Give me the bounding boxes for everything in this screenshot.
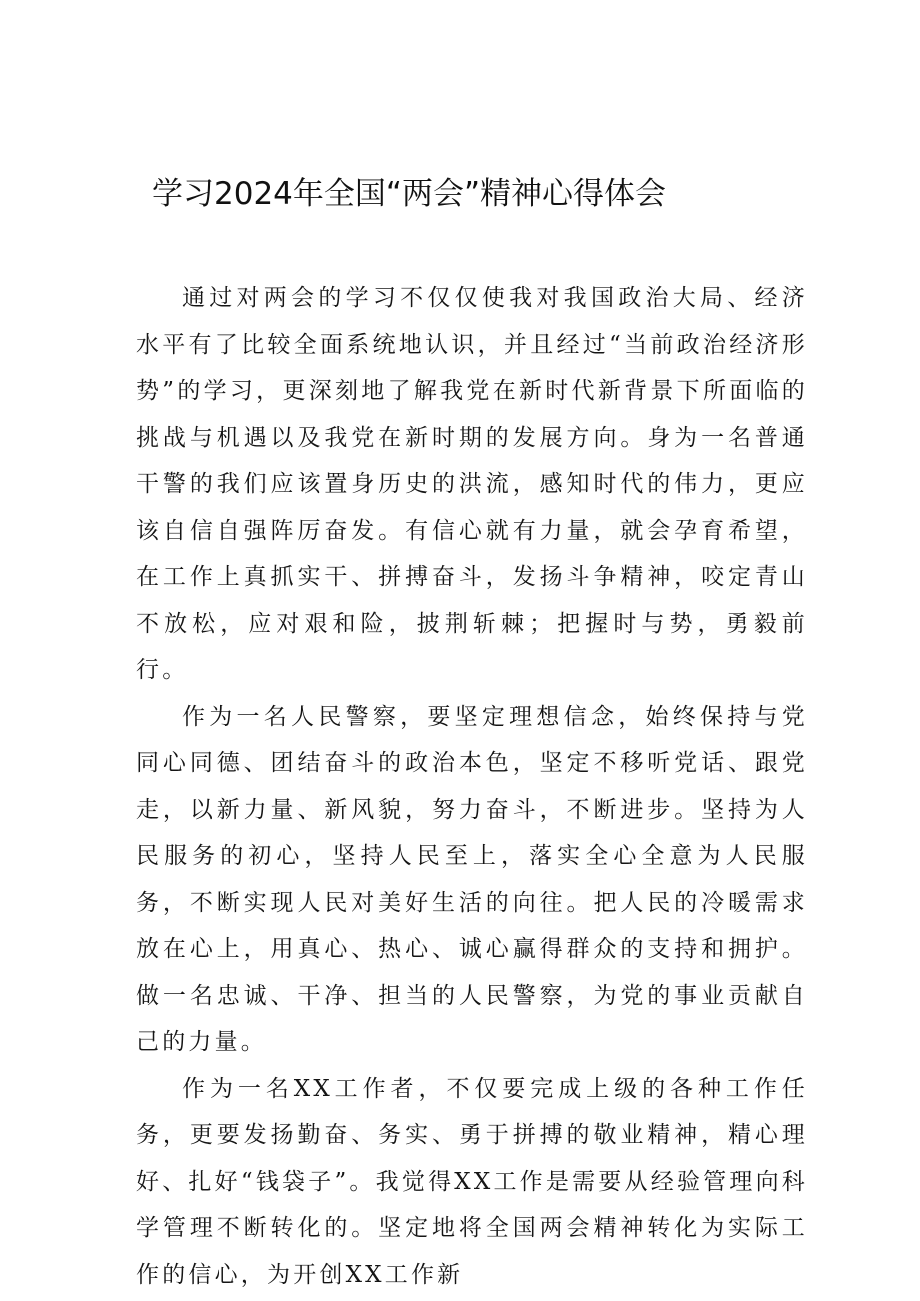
document-body [136,275,808,1298]
paragraph-1: 通过对两会的学习不仅仅使我对我国政治大局、经济水平有了比较全面系统地认识，并且经过“当前政治经济形势”的学习，更深刻地了解我党在新时代新背景下所面临的挑战与机遇以及我党在新时期的发展方向。身为一名普通干警的我们应该置身历史的洪流，感知时代的伟力，更应该自信自强阵厉奋发。有信心就有力量，就会孕育希望，在工作上真抓实干、拼搏奋斗，发扬斗争精神，咬定青山不放松，应对艰和险，披荆斩棘；把握时与势，勇毅前行。 [136,285,808,683]
paragraph-2: 作为一名人民警察，要坚定理想信念，始终保持与党同心同德、团结奋斗的政治本色，坚定不移听党话、跟党走，以新力量、新风貌，努力奋斗，不断进步。坚持为人民服务的初心，坚持人民至上，落实全心全意为人民服务，不断实现人民对美好生活的向往。把人民的冷暖需求放在心上，用真心、热心、诚心赢得群众的支持和拥护。做一名忠诚、干净、担当的人民警察，为党的事业贡献自己的力量。 [136,703,808,1055]
paragraph-3: 作为一名XX工作者，不仅要完成上级的各种工作任务，更要发扬勤奋、务实、勇于拼搏的敬业精神，精心理好、扎好“钱袋子”。我觉得XX工作是需要从经验管理向科学管理不断转化的。坚定地将全国两会精神转化为实际工作的信心，为开创XX工作新 [136,1075,808,1288]
document-title: 学习2024年全国“两会”精神心得体会 [152,176,667,212]
